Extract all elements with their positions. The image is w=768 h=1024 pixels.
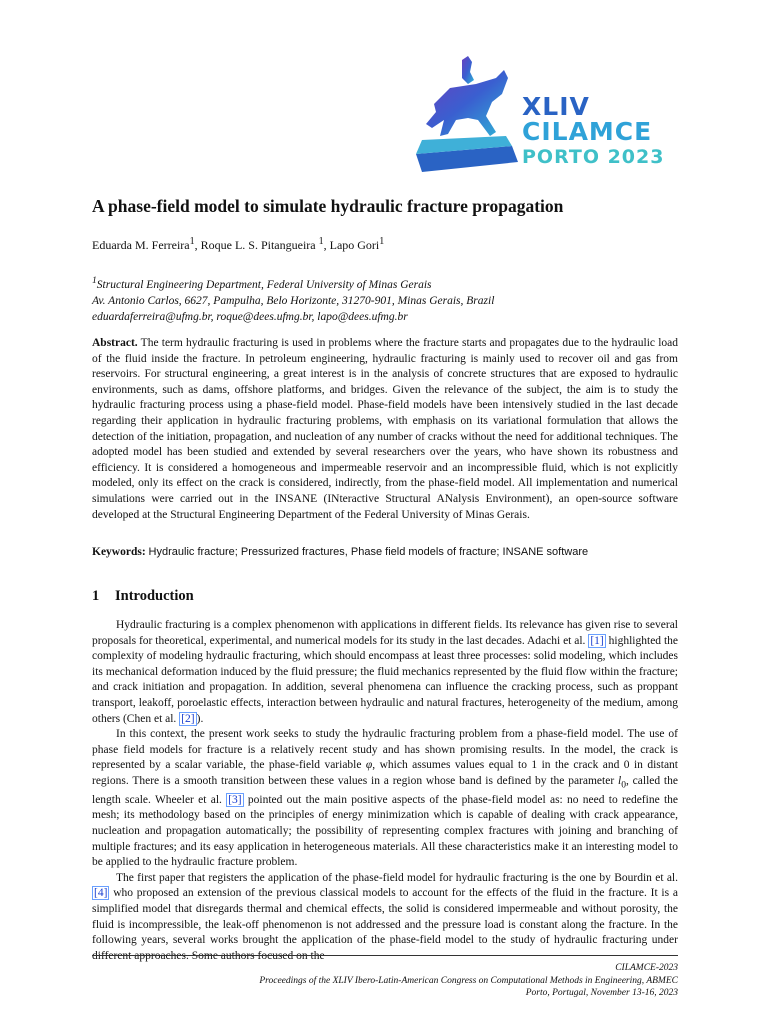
citation-link[interactable]: [1] [590,634,604,647]
affiliation-dept: Structural Engineering Department, Federal University of Minas Gerais [96,278,432,291]
citation-link[interactable]: [4] [94,887,108,900]
section-heading [92,588,194,605]
affiliation-emails: eduardaferreira@ufmg.br, roque@dees.ufmg.br, lapo@dees.ufmg.br [92,310,408,323]
equestrian-statue-icon [412,50,522,176]
author-1: Eduarda M. Ferreira [92,238,190,252]
paragraph-text: Hydraulic fracturing is a complex phenomenon with applications in different fields. Its relevance has given rise to several proposals for theoretical, experimental, and numerical models for its study in the last decades. Adachi et al. [92,619,678,647]
keywords-text: Hydraulic fracture; Pressurized fractures, Phase field models of fracture; INSANE software [148,546,589,558]
abstract [92,336,678,523]
affiliation-block [92,273,494,325]
author-3: Lapo Gori [329,238,380,252]
author-separator: , [194,238,201,252]
keywords [92,546,678,558]
paragraph [92,618,678,727]
paragraph [92,871,678,965]
author-3-affil-mark: 1 [379,236,385,247]
math-symbol: φ [365,759,373,772]
footer-rule [92,955,678,956]
author-separator: , [323,238,330,252]
paragraph-text: ). [196,712,204,725]
math-subscript: 0 [621,779,626,791]
paragraph-text: pointed out the main positive aspects of the phase-field model as: no need to redefine the mesh; its methodology based on the principles of energy minimization which is capable of dealing with crack appearance, nucleation and propagation automatically; the possibility of representing complex fractures with joining and branching of multiple fractures; and its easy application in heterogeneous materials. All these characteristics make it an interesting model to be applied to the hydraulic fracture problem. [92,793,679,869]
paragraph-text: , which assumes values equal to 1 in the crack and 0 in distant regions. There is a smooth transition between these values in a region whose band is defined by the parameter [92,759,678,787]
abstract-text: The term hydraulic fracturing is used in problems where the fracture starts and propagates due to the hydraulic load of the fluid inside the fracture. In petroleum engineering, hydraulic fracturing is mainly used to recover oil and gas from reservoirs. For structural engineering, a great interest is in the analysis of concrete structures that are exposed to hydraulic environments, such as dams, offshore platforms, and bridges. Given the relevance of the subject, the aim is to study the hydraulic fracturing process using a phase-field model. Phase-field models have been intensively studied in the last decade regarding their application in hydraulic fracturing problems, with emphasis on its variational formulation that allows the detection of the initiation, propagation, and nucleation of any number of cracks without the need for additional techniques. The adopted model has been studied and extended by several researchers over the years, who have shown its robustness and efficiency. It is considered a homogeneous and impermeable reservoir and an incompressible fluid, which is not explicitly modeled, only its effect on the crack is considered, indirectly, from the phase-field model. All implementation and numerical simulations were carried out in the INSANE (INteractive Structural ANalysis Environment), an open-source software developed at the Structural Engineering Department of the Federal University of Minas Gerais. [92,337,678,521]
paragraph-text: The first paper that registers the application of the phase-field model for hydraulic fracturing is the one by Bourdin et al. [116,871,678,884]
paragraph-text: who proposed an extension of the previous classical models to account for the effects of the fluid in the fracture. It is a simplified model that disregards thermal and chemical effects, the solid is considered impermeable and without porosity, the fluid is incompressible, the leak-off phenomenon is not addressed and the pressure load is constant along the fracture. In the following years, several works brought the application of the phase-field model to the study of hydraulic fracturing under different approaches. Some authors focused on the [92,887,678,962]
conference-logo [412,50,672,176]
author-list [92,236,384,253]
page-footer [118,962,678,1000]
logo-text-cilamce: CILAMCE [522,117,653,146]
logo-text-porto: PORTO 2023 [522,146,665,168]
keywords-label: Keywords: [92,546,146,558]
footer-proceedings: Proceedings of the XLIV Ibero-Latin-American Congress on Computational Methods in Engineering, ABMEC [259,975,678,986]
math-symbol: l [617,774,622,787]
footer-location-date: Porto, Portugal, November 13-16, 2023 [525,988,678,998]
section-title: Introduction [115,588,194,604]
affiliation-mark: 1 [92,275,97,286]
paragraph-text: In this context, the present work seeks to study the hydraulic fracturing problem from a phase-field model. The use of phase field models for fracture is a relatively recent study and has shown promising results. In the model, the crack is represented by a scalar variable, the phase-field variable [92,728,678,772]
paragraph [92,727,678,871]
abstract-label: Abstract. [92,337,138,349]
author-1-affil-mark: 1 [189,236,195,247]
paper-title: A phase-field model to simulate hydraulic fracture propagation [92,196,564,216]
footer-conference: CILAMCE-2023 [615,963,678,973]
paragraph-text: , called the length scale. Wheeler et al. [92,774,678,806]
citation-link[interactable]: [3] [228,793,242,806]
body-text [92,618,678,964]
logo-text-xliv: XLIV [522,92,590,121]
paragraph-text: highlighted the complexity of modeling hydraulic fracturing, which should encompass at least three processes: solid modeling, which includes its mechanical deformation induced by the fluid pressure; the fluid mechanics represented by the fluid flow within the fracture; and crack initiation and propagation. In addition, several phenomena can influence the cracking process, such as proppant transport, leakoff, poroelastic effects, interaction between hydraulic and natural fractures, heterogeneity of the medium, among others (Chen et al. [92,634,678,725]
citation-link[interactable]: [2] [181,712,195,725]
author-2-affil-mark: 1 [318,236,324,247]
section-number: 1 [92,588,100,604]
affiliation-address: Av. Antonio Carlos, 6627, Pampulha, Belo Horizonte, 31270-901, Minas Gerais, Brazil [92,294,495,307]
author-2: Roque L. S. Pitangueira [200,238,316,252]
